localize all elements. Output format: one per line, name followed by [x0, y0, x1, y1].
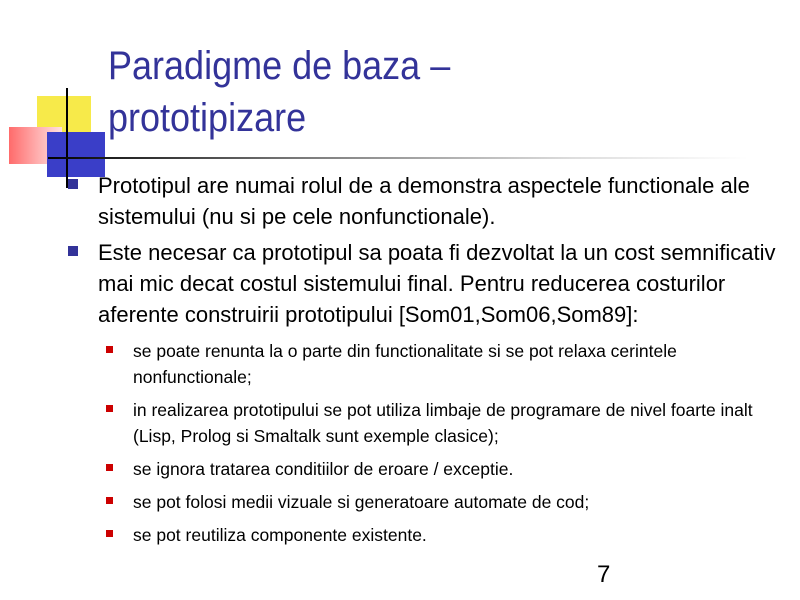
bullet-item — [68, 170, 788, 232]
small-square-bullet-icon — [106, 346, 113, 353]
sub-bullet-text: se ignora tratarea conditiilor de eroare / exceptie. — [133, 459, 514, 479]
square-bullet-icon — [68, 246, 78, 256]
slide-title — [108, 40, 693, 144]
sub-bullet-item — [106, 397, 788, 449]
sub-bullet-item — [106, 522, 788, 548]
sub-bullet-text: se poate renunta la o parte din functionalitate si se pot relaxa cerintele nonfunctionale; — [133, 341, 677, 387]
sub-bullet-item — [106, 338, 788, 390]
small-square-bullet-icon — [106, 497, 113, 504]
bullet-text: Este necesar ca prototipul sa poata fi dezvoltat la un cost semnificativ mai mic decat costul sistemului final. Pentru reducerea costurilor aferente construirii prototipului [Som01,Som06,Som89]: — [98, 240, 776, 327]
square-bullet-icon — [68, 179, 78, 189]
sub-bullet-item — [106, 489, 788, 515]
sub-bullet-text: in realizarea prototipului se pot utiliza limbaje de programare de nivel foarte inalt (Lisp, Prolog si Smaltalk sunt exemple clasice); — [133, 400, 753, 446]
small-square-bullet-icon — [106, 464, 113, 471]
bullet-item — [68, 237, 788, 330]
sub-bullet-text: se pot folosi medii vizuale si generatoare automate de cod; — [133, 492, 590, 512]
sub-bullet-text: se pot reutiliza componente existente. — [133, 525, 427, 545]
slide-title-line-2: prototipizare — [108, 96, 307, 140]
slide-title-line-1: Paradigme de baza – — [108, 44, 451, 88]
sub-bullet-item — [106, 456, 788, 482]
page-number: 7 — [597, 561, 611, 588]
title-divider-line — [48, 157, 748, 159]
small-square-bullet-icon — [106, 405, 113, 412]
slide-content — [68, 170, 788, 555]
bullet-text: Prototipul are numai rolul de a demonstra aspectele functionale ale sistemului (nu si pe cele nonfunctionale). — [98, 173, 750, 229]
small-square-bullet-icon — [106, 530, 113, 537]
